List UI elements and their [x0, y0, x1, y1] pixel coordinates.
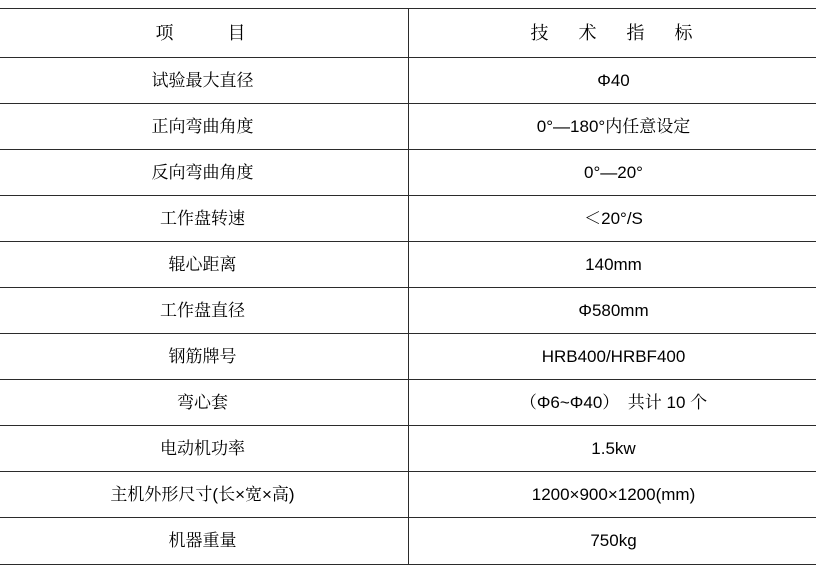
row-item-label: 电动机功率 — [0, 426, 408, 472]
table-row — [0, 334, 816, 380]
table-row — [0, 242, 816, 288]
row-item-label: 正向弯曲角度 — [0, 104, 408, 150]
specification-table — [0, 8, 816, 565]
row-item-value: 0°—20° — [408, 150, 816, 196]
table-row — [0, 196, 816, 242]
table-row — [0, 150, 816, 196]
row-item-label: 主机外形尺寸(长×宽×高) — [0, 472, 408, 518]
row-item-value: 1.5kw — [408, 426, 816, 472]
table-row — [0, 426, 816, 472]
row-item-value: 140mm — [408, 242, 816, 288]
row-item-label: 试验最大直径 — [0, 58, 408, 104]
table-row — [0, 104, 816, 150]
row-item-label: 机器重量 — [0, 518, 408, 565]
table-row — [0, 518, 816, 565]
row-item-label: 工作盘转速 — [0, 196, 408, 242]
table-row — [0, 380, 816, 426]
row-item-value: Φ40 — [408, 58, 816, 104]
row-item-label: 反向弯曲角度 — [0, 150, 408, 196]
row-item-value: 1200×900×1200(mm) — [408, 472, 816, 518]
row-item-value: （Φ6~Φ40） 共计 10 个 — [408, 380, 816, 426]
table-row — [0, 472, 816, 518]
row-item-label: 弯心套 — [0, 380, 408, 426]
row-item-label: 钢筋牌号 — [0, 334, 408, 380]
table-row — [0, 288, 816, 334]
column-header-value: 技 术 指 标 — [408, 9, 816, 58]
row-item-value: ＜20°/S — [408, 196, 816, 242]
table-header-row — [0, 9, 816, 58]
row-item-label: 辊心距离 — [0, 242, 408, 288]
column-header-item: 项 目 — [0, 9, 408, 58]
row-item-value: 750kg — [408, 518, 816, 565]
row-item-value: Φ580mm — [408, 288, 816, 334]
row-item-value: HRB400/HRBF400 — [408, 334, 816, 380]
row-item-label: 工作盘直径 — [0, 288, 408, 334]
table-row — [0, 58, 816, 104]
row-item-value: 0°—180°内任意设定 — [408, 104, 816, 150]
